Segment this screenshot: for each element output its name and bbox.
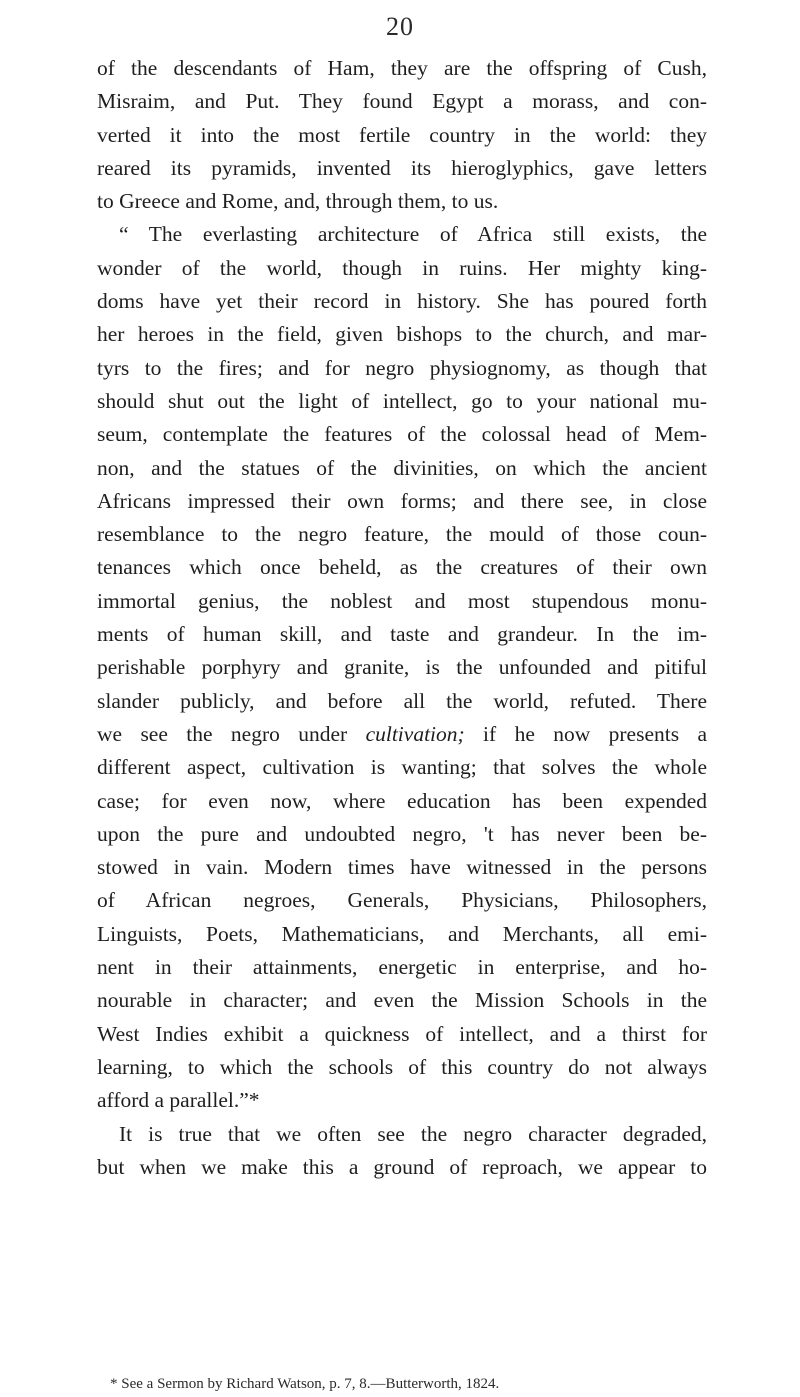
- text-line: learning, to which the schools of this country do not always: [97, 1054, 707, 1079]
- body-text: [97, 52, 707, 1184]
- text-line: different aspect, cultivation is wanting; that solves the whole: [97, 755, 707, 780]
- text-line: tenances which once beheld, as the creatures of their own: [97, 555, 707, 580]
- text-line: slander publicly, and before all the world, refuted. There: [97, 688, 707, 713]
- text-line: her heroes in the field, given bishops to the church, and mar-: [97, 322, 707, 347]
- text-line: nent in their attainments, energetic in enterprise, and ho-: [97, 955, 707, 980]
- text-line: resemblance to the negro feature, the mould of those coun-: [97, 522, 707, 547]
- text-run: if he now presents a: [464, 721, 707, 746]
- text-line: Linguists, Poets, Mathematicians, and Merchants, all emi-: [97, 921, 707, 946]
- text-line: doms have yet their record in history. She has poured forth: [97, 289, 707, 314]
- text-line: afford a parallel.”*: [97, 1088, 260, 1113]
- text-line: nourable in character; and even the Mission Schools in the: [97, 988, 707, 1013]
- text-line: stowed in vain. Modern times have witnessed in the persons: [97, 855, 707, 880]
- text-line: of the descendants of Ham, they are the offspring of Cush,: [97, 56, 707, 80]
- italic-word: cultivation;: [365, 721, 465, 746]
- text-line: of African negroes, Generals, Physicians, Philosophers,: [97, 888, 707, 913]
- text-line: reared its pyramids, invented its hieroglyphics, gave letters: [97, 155, 707, 180]
- text-line: non, and the statues of the divinities, on which the ancient: [97, 455, 707, 480]
- text-line: It is true that we often see the negro character degraded,: [119, 1121, 707, 1146]
- text-line: verted it into the most fertile country in the world: they: [97, 122, 707, 147]
- page-number: 20: [386, 12, 414, 41]
- text-line: Africans impressed their own forms; and there see, in close: [97, 488, 707, 513]
- text-line: immortal genius, the noblest and most stupendous monu-: [97, 588, 707, 613]
- text-line: should shut out the light of intellect, go to your national mu-: [97, 388, 707, 413]
- footnote: * See a Sermon by Richard Watson, p. 7, 8.—Butterworth, 1824.: [110, 1376, 500, 1392]
- text-line: case; for even now, where education has been expended: [97, 788, 707, 813]
- text-line: West Indies exhibit a quickness of intellect, and a thirst for: [97, 1021, 707, 1046]
- text-line: tyrs to the fires; and for negro physiognomy, as though that: [97, 355, 707, 380]
- text-line: to Greece and Rome, and, through them, to us.: [97, 189, 499, 214]
- text-line: perishable porphyry and granite, is the unfounded and pitiful: [97, 655, 707, 680]
- text-line: but when we make this a ground of reproach, we appear to: [97, 1154, 707, 1179]
- text-line: ments of human skill, and taste and grandeur. In the im-: [97, 622, 707, 647]
- text-line: “ The everlasting architecture of Africa still exists, the: [119, 222, 707, 247]
- text-run: we see the negro under: [97, 721, 366, 746]
- text-line: Misraim, and Put. They found Egypt a morass, and con-: [97, 89, 707, 114]
- text-line: seum, contemplate the features of the colossal head of Mem-: [97, 422, 707, 447]
- text-line: upon the pure and undoubted negro, 't has never been be-: [97, 821, 707, 846]
- text-line: [97, 718, 707, 751]
- text-line: wonder of the world, though in ruins. Her mighty king-: [97, 255, 707, 280]
